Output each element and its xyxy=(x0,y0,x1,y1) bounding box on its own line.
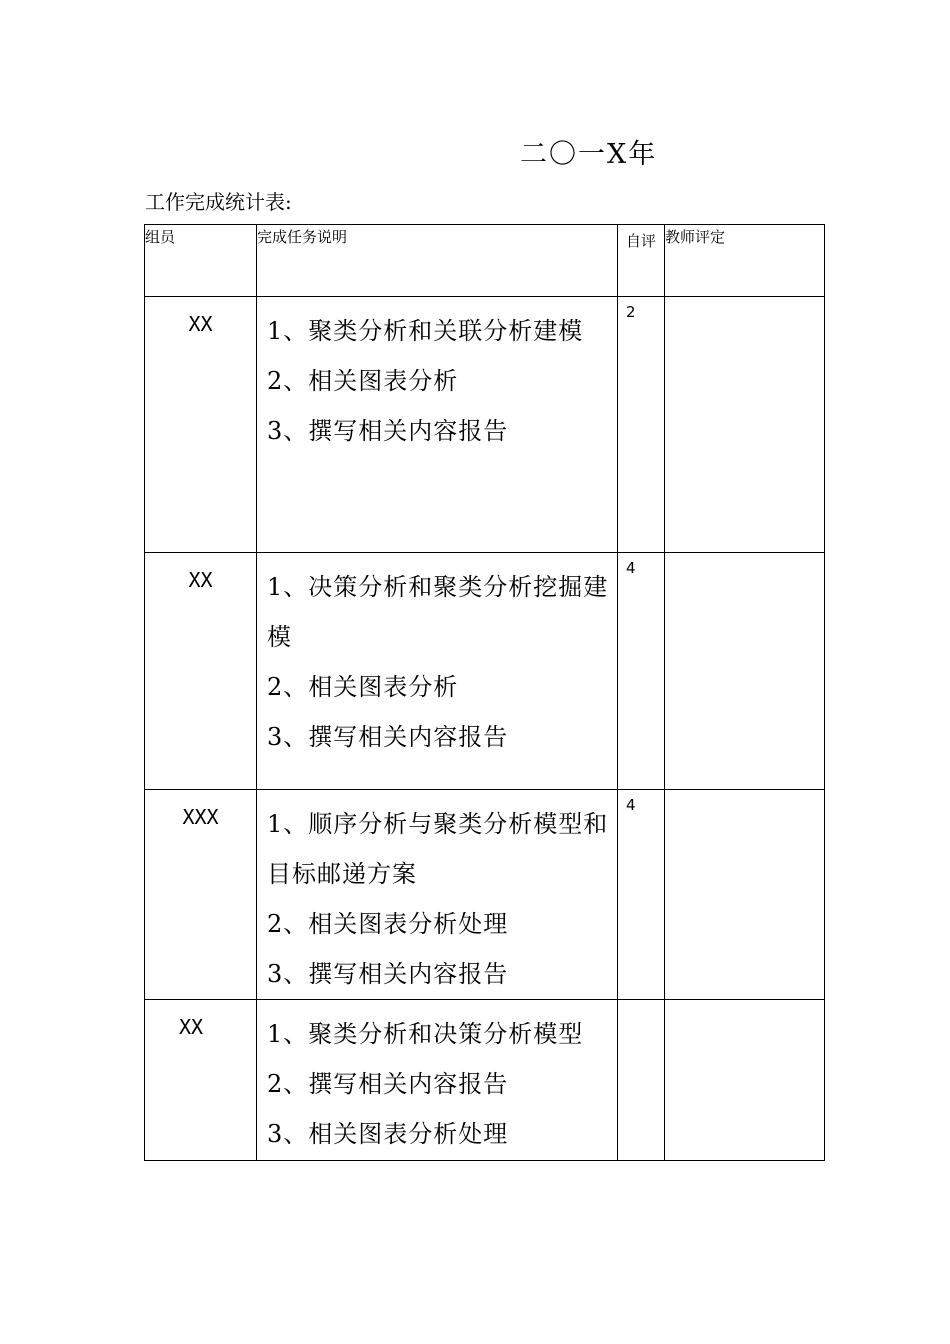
task-item: 3、撰写相关内容报告 xyxy=(267,417,509,445)
document-year-title: 二〇一X年 xyxy=(520,139,658,170)
task-item: 3、撰写相关内容报告 xyxy=(267,960,509,988)
task-item: 1、聚类分析和决策分析模型 xyxy=(267,1020,584,1048)
task-item: 1、决策分析和聚类分析挖掘建模 xyxy=(267,573,609,651)
table-row xyxy=(145,297,825,553)
task-item: 3、撰写相关内容报告 xyxy=(267,723,509,751)
self-eval-score: 2 xyxy=(618,297,665,553)
member-name: XX xyxy=(145,1000,257,1161)
task-item: 2、相关图表分析 xyxy=(267,673,459,701)
work-completion-table xyxy=(144,224,825,1161)
member-name: XXX xyxy=(145,790,257,1000)
task-list xyxy=(257,790,618,1000)
teacher-eval-cell xyxy=(665,790,825,1000)
self-eval-score: 4 xyxy=(618,790,665,1000)
header-member: 组员 xyxy=(145,225,257,297)
header-self-eval: 自评 xyxy=(618,225,665,297)
table-row xyxy=(145,1000,825,1161)
task-item: 2、相关图表分析 xyxy=(267,367,459,395)
teacher-eval-cell xyxy=(665,553,825,790)
teacher-eval-cell xyxy=(665,297,825,553)
self-eval-score: 4 xyxy=(618,553,665,790)
task-list xyxy=(257,297,618,553)
table-row xyxy=(145,553,825,790)
self-eval-score xyxy=(618,1000,665,1161)
task-item: 2、撰写相关内容报告 xyxy=(267,1070,509,1098)
task-item: 1、顺序分析与聚类分析模型和目标邮递方案 xyxy=(267,810,609,888)
teacher-eval-cell xyxy=(665,1000,825,1161)
table-caption: 工作完成统计表: xyxy=(145,190,292,214)
task-list xyxy=(257,1000,618,1161)
task-list xyxy=(257,553,618,790)
table-row xyxy=(145,790,825,1000)
task-item: 3、相关图表分析处理 xyxy=(267,1120,509,1148)
member-name: XX xyxy=(145,553,257,790)
table-header-row xyxy=(145,225,825,297)
header-teacher-eval: 教师评定 xyxy=(665,225,825,297)
task-item: 2、相关图表分析处理 xyxy=(267,910,509,938)
member-name: XX xyxy=(145,297,257,553)
header-tasks: 完成任务说明 xyxy=(257,225,618,297)
task-item: 1、聚类分析和关联分析建模 xyxy=(267,317,584,345)
